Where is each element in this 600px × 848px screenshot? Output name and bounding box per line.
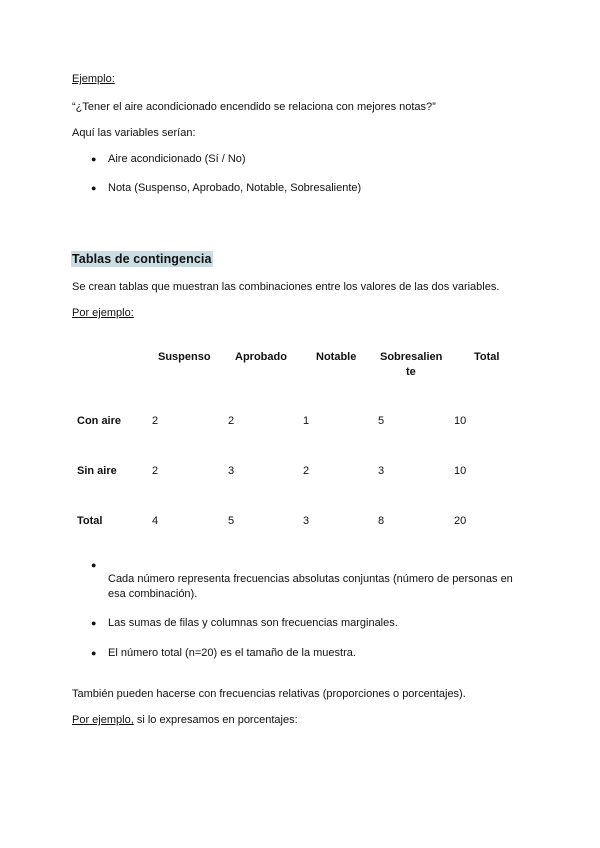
table-row-label: Total: [77, 515, 103, 527]
table-cell: 5: [378, 415, 385, 427]
final-label: Por ejemplo,: [72, 714, 134, 726]
table-cell: 2: [152, 465, 159, 477]
note-item: El número total (n=20) es el tamaño de la muestra.: [108, 647, 356, 659]
table-cell: 8: [378, 515, 385, 527]
question-text: “¿Tener el aire acondicionado encendido se relaciona con mejores notas?”: [72, 101, 436, 113]
table-cell: 2: [152, 415, 159, 427]
table-cell: 10: [454, 415, 467, 427]
table-cell: 2: [228, 415, 235, 427]
variable-item: Aire acondicionado (Sí / No): [108, 153, 246, 165]
note-item: Cada número representa frecuencias absolutas conjuntas (número de personas en: [108, 573, 513, 585]
table-header-cell: Suspenso: [158, 351, 211, 363]
note-item: Las sumas de filas y columnas son frecuencias marginales.: [108, 617, 398, 629]
table-header-wrap: te: [406, 366, 416, 378]
bullet-icon: ●: [91, 183, 97, 193]
table-cell: 20: [454, 515, 467, 527]
table-cell: 2: [303, 465, 310, 477]
final-text: si lo expresamos en porcentajes:: [133, 714, 298, 726]
table-header-cell: Aprobado: [235, 351, 287, 363]
variable-item: Nota (Suspenso, Aprobado, Notable, Sobresaliente): [108, 182, 362, 194]
table-cell: 3: [303, 515, 310, 527]
table-cell: 4: [152, 515, 159, 527]
table-header-cell: Notable: [316, 351, 357, 363]
bullet-icon: ●: [91, 154, 97, 164]
variables-intro: Aquí las variables serían:: [72, 127, 196, 139]
relative-text: También pueden hacerse con frecuencias relativas (proporciones o porcentajes).: [72, 688, 466, 700]
note-item-continued: esa combinación).: [108, 588, 198, 600]
example-label: Ejemplo:: [72, 73, 115, 85]
table-row-label: Con aire: [77, 415, 122, 427]
section-title: Tablas de contingencia: [72, 252, 212, 266]
table-header-cell: Total: [474, 351, 500, 363]
bullet-icon: ●: [91, 618, 97, 628]
table-row-label: Sin aire: [77, 465, 117, 477]
table-cell: 10: [454, 465, 467, 477]
section-intro: Se crean tablas que muestran las combinaciones entre los valores de las dos variables.: [72, 281, 500, 293]
final-line: [72, 714, 298, 726]
table-cell: 1: [303, 415, 310, 427]
example-label-2: Por ejemplo:: [72, 307, 134, 319]
table-cell: 3: [228, 465, 235, 477]
bullet-icon: ●: [91, 648, 97, 658]
table-cell: 5: [228, 515, 235, 527]
bullet-icon: ●: [91, 560, 97, 570]
table-header-cell: Sobresalien: [380, 351, 443, 363]
table-cell: 3: [378, 465, 385, 477]
